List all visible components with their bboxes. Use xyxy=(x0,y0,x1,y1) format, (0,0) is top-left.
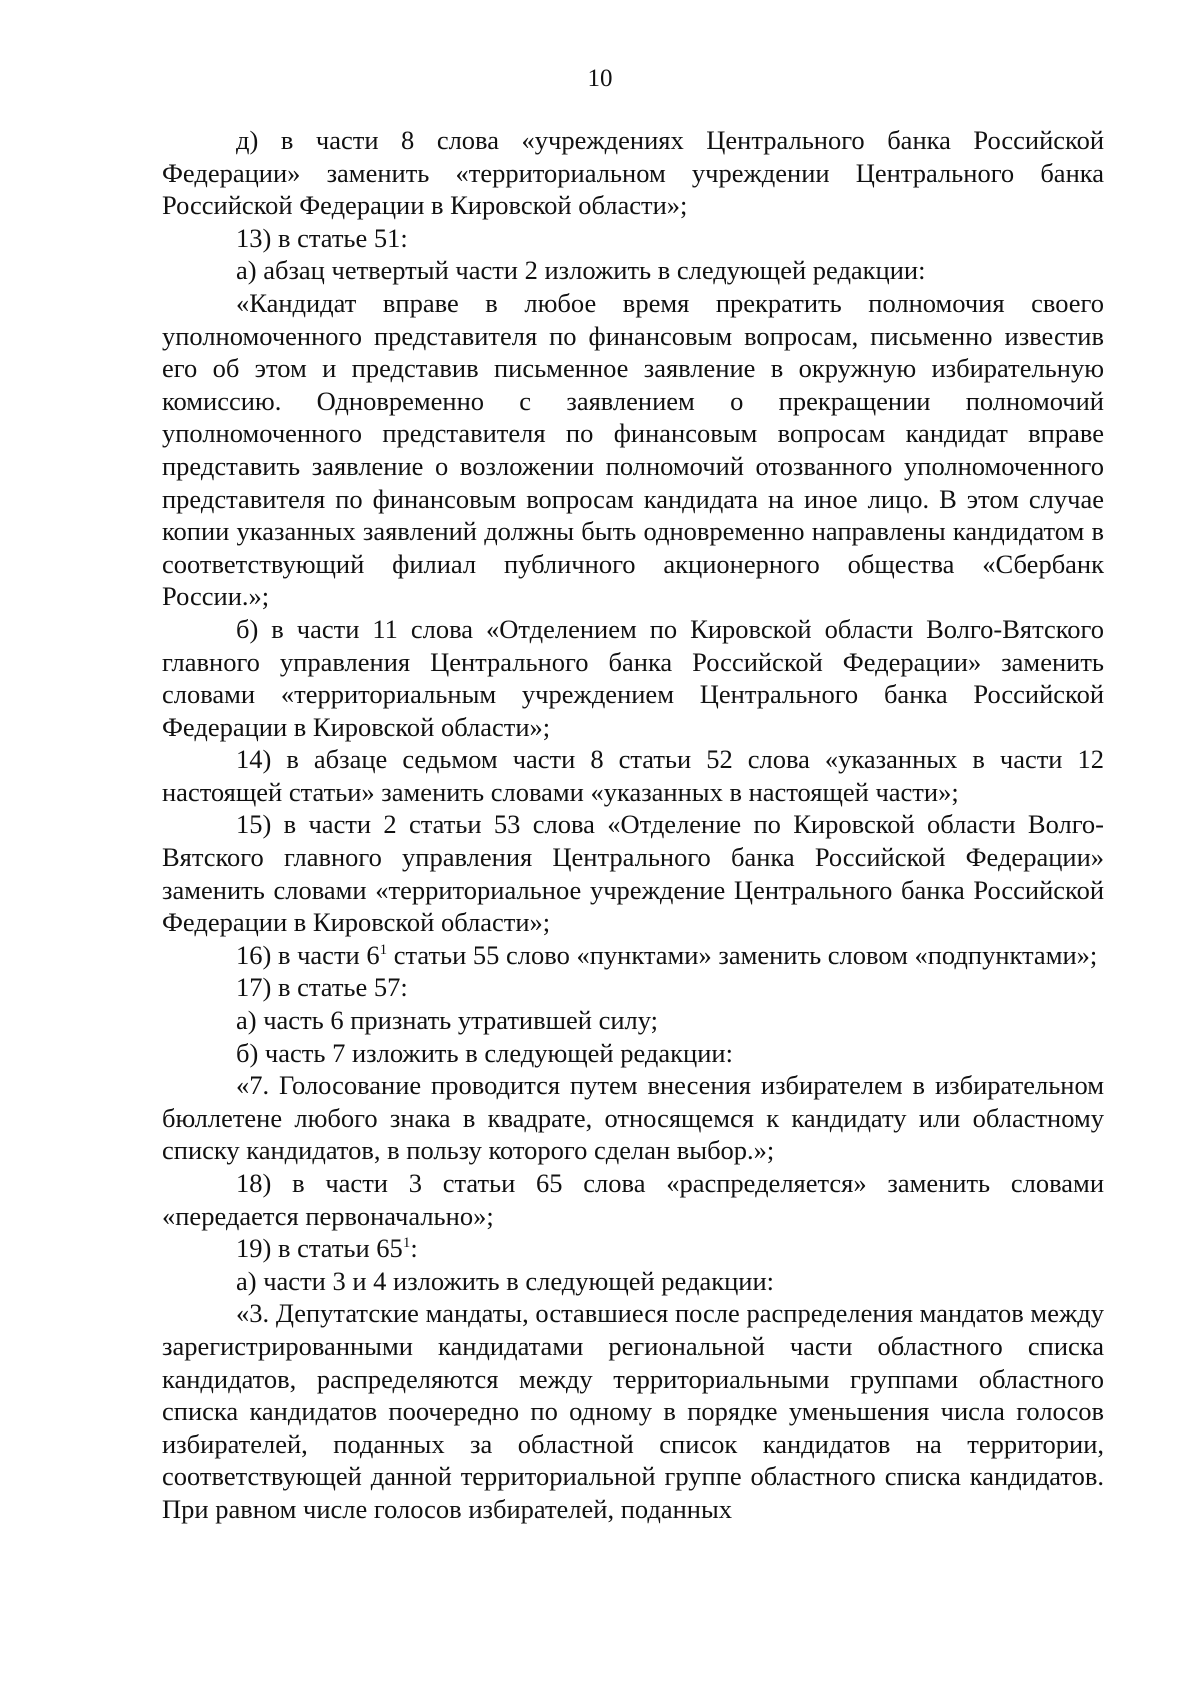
paragraph-19-sup: 1 xyxy=(402,1235,411,1252)
paragraph-14: 14) в абзаце седьмом части 8 статьи 52 слова «указанных в части 12 настоящей статьи» заменить словами «указанных в настоящей части»; xyxy=(162,744,1104,807)
paragraph-15: 15) в части 2 статьи 53 слова «Отделение по Кировской области Волго-Вятского главного управления Центрального банка Российской Федерации» заменить словами «территориальное учреждение Центрального банка Российской Федерации в Кировской области»; xyxy=(162,809,1104,938)
paragraph-13a: а) абзац четвертый части 2 изложить в следующей редакции: xyxy=(236,255,926,286)
paragraph-16-after: статьи 55 слово «пунктами» заменить словом «подпунктами»; xyxy=(387,939,1098,970)
paragraph-19a-quote: «3. Депутатские мандаты, оставшиеся после распределения мандатов между зарегистрированными кандидатами региональной части областного списка кандидатов, распределяются между территориальными группами областного списка кандидатов поочередно по одному в порядке уменьшения числа голосов избирателей, поданных за областной список кандидатов на территории, соответствующей данной территориальной группе областного списка кандидатов. При равном числе голосов избирателей, поданных xyxy=(162,1298,1104,1524)
paragraph-17: 17) в статье 57: xyxy=(236,972,408,1003)
document-body xyxy=(162,124,1104,1526)
paragraph-16 xyxy=(162,939,1104,972)
paragraph-13: 13) в статье 51: xyxy=(236,222,408,253)
paragraph-19 xyxy=(162,1232,1104,1265)
paragraph-17b-quote: «7. Голосование проводится путем внесения избирателем в избирательном бюллетене любого знака в квадрате, относящемся к кандидату или областному списку кандидатов, в пользу которого сделан выбор.»; xyxy=(162,1070,1104,1166)
paragraph-19a: а) части 3 и 4 изложить в следующей редакции: xyxy=(236,1265,774,1296)
paragraph-19-after: : xyxy=(410,1233,418,1264)
paragraph-19-before: 19) в статьи 65 xyxy=(236,1233,403,1264)
paragraph-13a-quote: «Кандидат вправе в любое время прекратить полномочия своего уполномоченного представителя по финансовым вопросам, письменно известив его об этом и представив письменное заявление в окружную избирательную комиссию. Одновременно с заявлением о прекращении полномочий уполномоченного представителя по финансовым вопросам кандидат вправе представить заявление о возложении полномочий отозванного уполномоченного представителя по финансовым вопросам кандидата на иное лицо. В этом случае копии указанных заявлений должны быть одновременно направлены кандидатом в соответствующий филиал публичного акционерного общества «Сбербанк России.»; xyxy=(162,287,1104,612)
paragraph-18: 18) в части 3 статьи 65 слова «распределяется» заменить словами «передается первоначально»; xyxy=(162,1168,1104,1231)
paragraph-d: д) в части 8 слова «учреждениях Центрального банка Российской Федерации» заменить «территориальном учреждении Центрального банка Российской Федерации в Кировской области»; xyxy=(162,125,1104,221)
paragraph-17b: б) часть 7 изложить в следующей редакции: xyxy=(236,1037,733,1068)
paragraph-16-sup: 1 xyxy=(379,941,388,958)
paragraph-13b: б) в части 11 слова «Отделением по Кировской области Волго-Вятского главного управления Центрального банка Российской Федерации» заменить словами «территориальным учреждением Центрального банка Российской Федерации в Кировской области»; xyxy=(162,613,1104,742)
page-number: 10 xyxy=(587,65,613,92)
paragraph-17a: а) часть 6 признать утратившей силу; xyxy=(236,1005,659,1036)
paragraph-16-before: 16) в части 6 xyxy=(236,939,380,970)
